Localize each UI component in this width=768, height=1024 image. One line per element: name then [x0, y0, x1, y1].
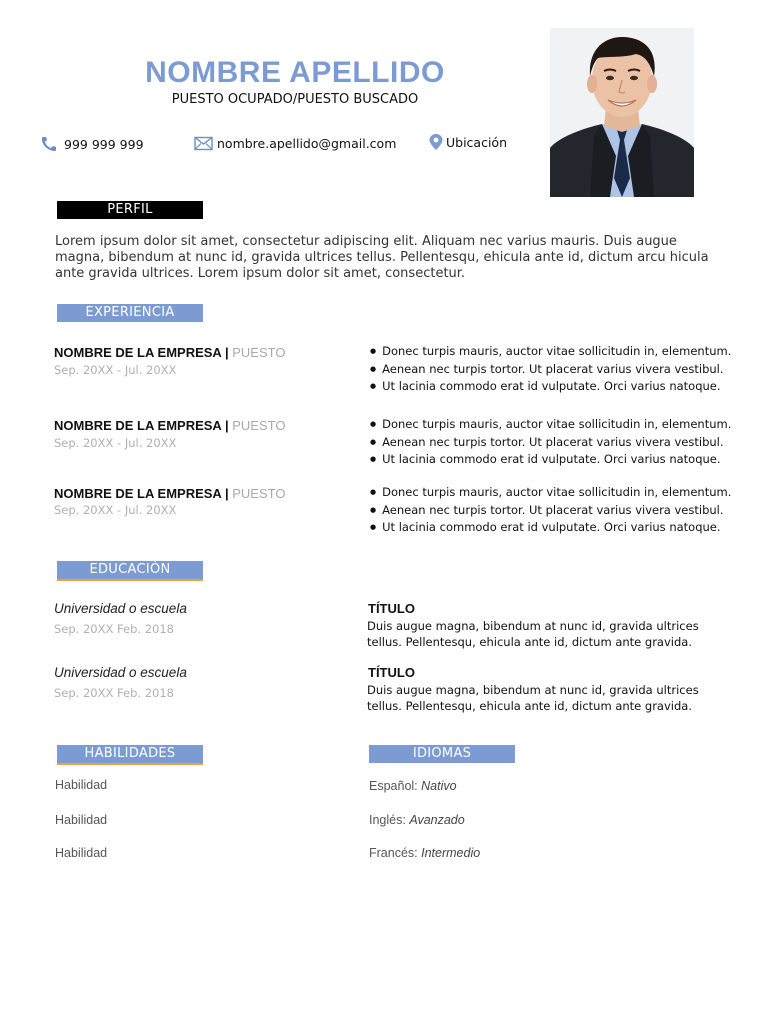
education-school: Universidad o escuela [54, 601, 187, 616]
list-item: ● Donec turpis mauris, auctor vitae sollicitudin in, elementum. [370, 485, 731, 503]
candidate-name: NOMBRE APELLIDO [145, 56, 445, 89]
experience-dates: Sep. 20XX - Jul. 20XX [54, 436, 177, 450]
education-title: TÍTULO [368, 601, 415, 616]
experience-bullets [370, 485, 731, 538]
experience-company: NOMBRE DE LA EMPRESA | PUESTO [54, 486, 286, 501]
list-item: ● Ut lacinia commodo erat id vulputate. Orci varius natoque. [370, 379, 731, 397]
section-header-profile: PERFIL [57, 201, 203, 219]
list-item: ● Ut lacinia commodo erat id vulputate. Orci varius natoque. [370, 452, 731, 470]
education-description: Duis augue magna, bibendum at nunc id, gravida ultrices tellus. Pellentesqu, ehicula ante id, dictum ante gravida. [367, 683, 699, 713]
experience-company: NOMBRE DE LA EMPRESA | PUESTO [54, 418, 286, 433]
profile-summary: Lorem ipsum dolor sit amet, consectetur adipiscing elit. Aliquam nec varius mauris. Duis augue magna, bibendum at nunc id, gravida ultrices tellus. Pellentesqu, ehicula ante id, dictum arcu hicula ante gravida ultrices. Lorem ipsum dolor sit amet, consectetur. [55, 234, 709, 281]
section-header-languages: IDIOMAS [369, 745, 515, 763]
profile-photo [550, 28, 694, 197]
language-item: Español: Nativo [369, 779, 457, 793]
skill-item: Habilidad [55, 778, 108, 792]
section-header-education: EDUCACIÓN [57, 561, 203, 581]
email-text: nombre.apellido@gmail.com [217, 136, 397, 151]
education-dates: Sep. 20XX Feb. 2018 [54, 622, 174, 636]
education-title: TÍTULO [368, 665, 415, 680]
list-item: ● Donec turpis mauris, auctor vitae sollicitudin in, elementum. [370, 344, 731, 362]
contact-email [194, 136, 396, 151]
location-text: Ubicación [446, 134, 508, 150]
contact-phone [40, 136, 144, 152]
phone-text: 999 999 999 [64, 136, 144, 152]
list-item: ● Aenean nec turpis tortor. Ut placerat varius vivera vestibul. [370, 362, 731, 380]
experience-bullets [370, 344, 731, 397]
education-dates: Sep. 20XX Feb. 2018 [54, 686, 174, 700]
experience-bullets [370, 417, 731, 470]
contact-location [428, 133, 507, 151]
language-item: Francés: Intermedio [369, 846, 481, 860]
education-description: Duis augue magna, bibendum at nunc id, gravida ultrices tellus. Pellentesqu, ehicula ante id, dictum ante gravida. [367, 619, 699, 649]
section-header-skills: HABILIDADES [57, 745, 203, 765]
experience-dates: Sep. 20XX - Jul. 20XX [54, 363, 177, 377]
skill-item: Habilidad [55, 813, 108, 827]
location-pin-icon [428, 133, 444, 151]
section-header-experience: EXPERIENCIA [57, 304, 203, 322]
list-item: ● Donec turpis mauris, auctor vitae sollicitudin in, elementum. [370, 417, 731, 435]
phone-icon [40, 136, 58, 152]
list-item: ● Aenean nec turpis tortor. Ut placerat varius vivera vestibul. [370, 435, 731, 453]
candidate-position: PUESTO OCUPADO/PUESTO BUSCADO [171, 92, 419, 107]
experience-dates: Sep. 20XX - Jul. 20XX [54, 503, 177, 517]
list-item: ● Aenean nec turpis tortor. Ut placerat varius vivera vestibul. [370, 503, 731, 521]
education-school: Universidad o escuela [54, 665, 187, 680]
skill-item: Habilidad [55, 846, 108, 860]
list-item: ● Ut lacinia commodo erat id vulputate. Orci varius natoque. [370, 520, 731, 538]
envelope-icon [194, 136, 213, 151]
experience-company: NOMBRE DE LA EMPRESA | PUESTO [54, 345, 286, 360]
language-item: Inglés: Avanzado [369, 813, 465, 827]
